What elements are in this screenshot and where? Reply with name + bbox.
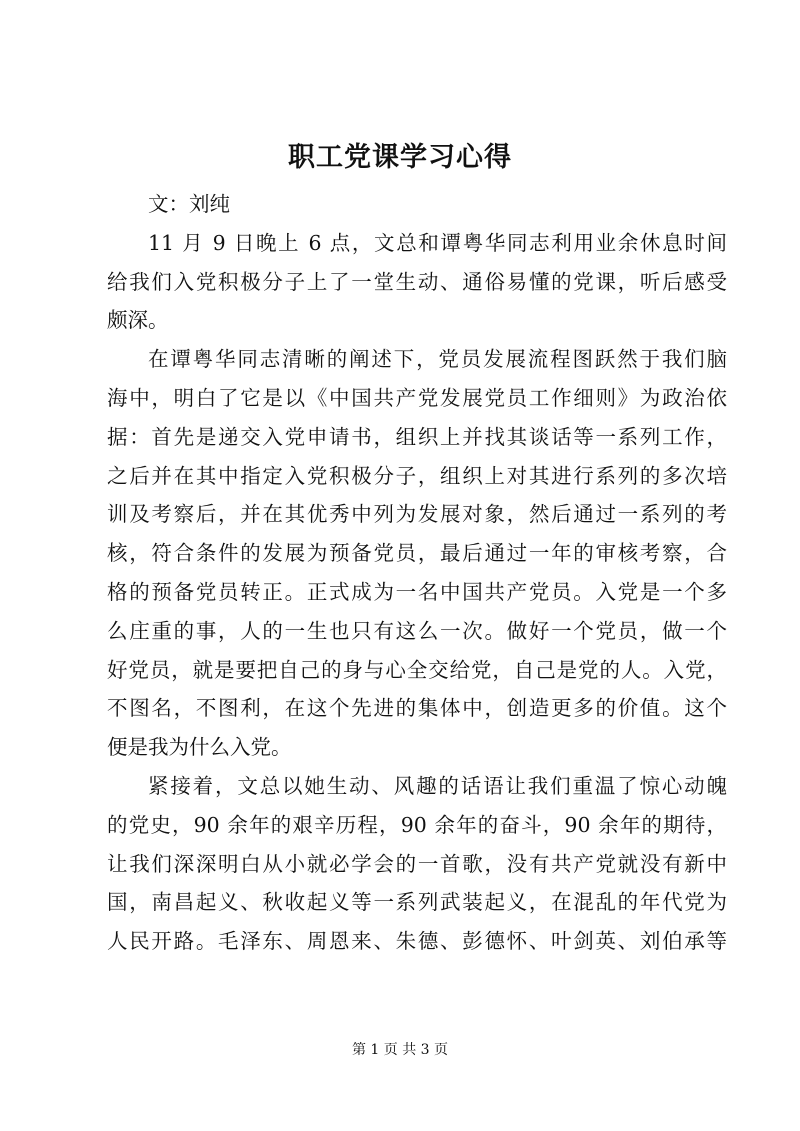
document-title: 职工党课学习心得 [288,142,512,173]
body-line: 让我们深深明白从小就必学会的一首歌，没有共产党就没有新中 [107,851,727,876]
body-line: 海中，明白了它是以《中国共产党发展党员工作细则》为政治依 [107,385,727,410]
body-line: 给我们入党积极分子上了一堂生动、通俗易懂的党课，听后感受 [107,269,727,294]
body-line: 便是我为什么入党。 [107,735,292,760]
body-line: 在谭粤华同志清晰的阐述下，党员发展流程图跃然于我们脑 [148,347,727,372]
body-line: 据：首先是递交入党申请书，组织上并找其谈话等一系列工作， [107,424,727,449]
body-line: 么庄重的事，人的一生也只有这么一次。做好一个党员，做一个 [107,618,727,643]
body-line: 不图名，不图利，在这个先进的集体中，创造更多的价值。这个 [107,696,727,721]
body-line: 人民开路。毛泽东、周恩来、朱德、彭德怀、叶剑英、刘伯承等 [107,929,727,954]
document-body [107,185,727,961]
body-line: 好党员，就是要把自己的身与心全交给党，自己是党的人。入党， [107,657,727,682]
body-line: 11 月 9 日晚上 6 点，文总和谭粤华同志利用业余休息时间 [148,230,727,255]
body-line: 核，符合条件的发展为预备党员，最后通过一年的审核考察，合 [107,541,727,566]
body-line: 格的预备党员转正。正式成为一名中国共产党员。入党是一个多 [107,579,727,604]
body-line: 文：刘纯 [148,192,230,216]
body-line: 训及考察后，并在其优秀中列为发展对象，然后通过一系列的考 [107,502,727,527]
body-line: 的党史，90 余年的艰辛历程，90 余年的奋斗，90 余年的期待， [107,812,727,837]
body-line: 国，南昌起义、秋收起义等一系列武装起义，在混乱的年代党为 [107,890,727,915]
page-footer: 第 1 页 共 3 页 [351,1042,449,1058]
body-line: 之后并在其中指定入党积极分子，组织上对其进行系列的多次培 [107,463,727,488]
body-line: 紧接着，文总以她生动、风趣的话语让我们重温了惊心动魄 [148,773,727,798]
body-line: 颇深。 [107,308,169,333]
